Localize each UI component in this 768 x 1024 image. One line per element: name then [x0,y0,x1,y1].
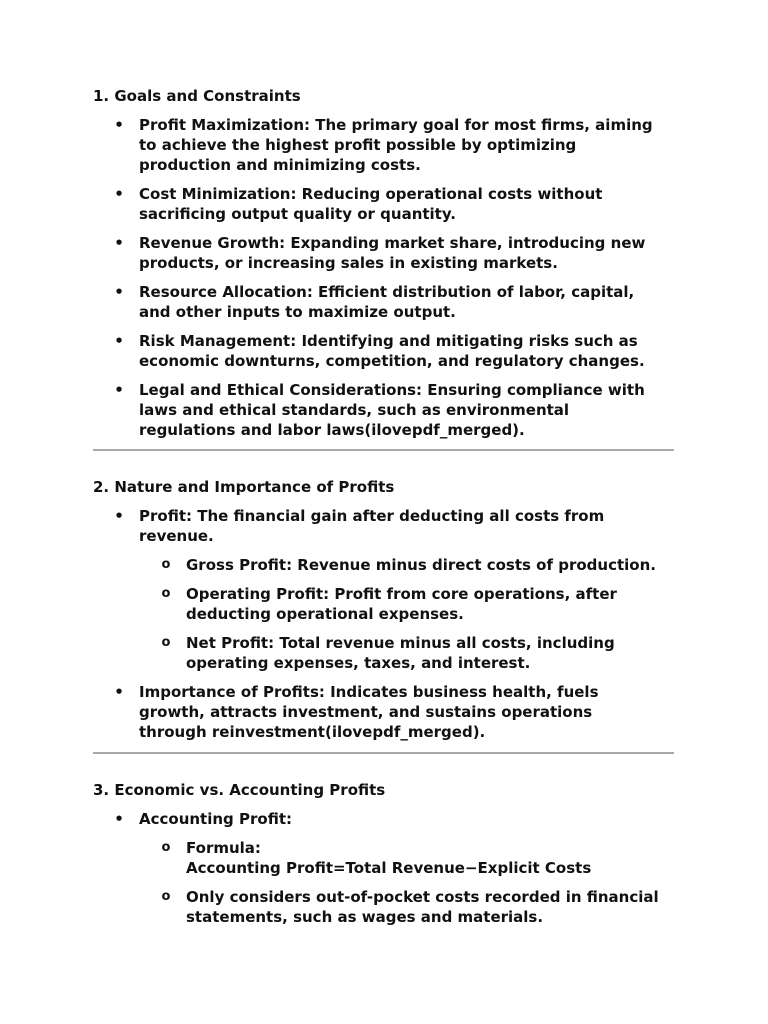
text-line: Resource Allocation: Efficient distribution of labor, capital, [139,283,635,301]
bullet-icon: • [114,283,124,301]
text-line: Net Profit: Total revenue minus all costs, including [186,634,615,652]
list-item [0,809,679,927]
text-line: Cost Minimization: Reducing operational costs without [139,185,603,203]
text-line: regulations and labor laws(ilovepdf_merged). [139,421,525,439]
sub-list-item [0,584,681,624]
text-line: laws and ethical standards, such as environmental [139,401,570,419]
profits-list [0,506,679,751]
circle-bullet-icon: o [161,586,171,601]
bullet-icon: • [114,234,124,252]
economic-accounting-list [0,809,679,936]
circle-bullet-icon: o [161,557,171,572]
list-item [0,682,679,742]
section-divider [93,752,674,754]
bullet-icon: • [114,507,124,525]
section-heading-profits: 2. Nature and Importance of Profits [93,478,395,496]
circle-bullet-icon: o [161,840,171,855]
text-line: through reinvestment(ilovepdf_merged). [139,723,486,741]
list-item [0,331,679,371]
text-line: revenue. [139,527,214,545]
text-line: products, or increasing sales in existing markets. [139,254,558,272]
circle-bullet-icon: o [161,635,171,650]
section-heading-economic-vs-accounting: 3. Economic vs. Accounting Profits [93,781,386,799]
text-line: Profit Maximization: The primary goal for most firms, aiming [139,116,653,134]
text-line: deducting operational expenses. [186,605,464,623]
text-line: operating expenses, taxes, and interest. [186,654,531,672]
list-item [0,282,679,322]
formula-line: Accounting Profit=Total Revenue−Explicit Costs [186,859,592,877]
text-line: economic downturns, competition, and regulatory changes. [139,352,645,370]
text-line: Only considers out-of-pocket costs recorded in financial [186,888,659,906]
text-line: production and minimizing costs. [139,156,421,174]
text-line: Accounting Profit: [139,810,292,828]
bullet-icon: • [114,332,124,350]
text-line: Profit: The financial gain after deducting all costs from [139,507,605,525]
text-line: to achieve the highest profit possible by optimizing [139,136,577,154]
sub-list-item [0,838,681,878]
text-line: Legal and Ethical Considerations: Ensuring compliance with [139,381,645,399]
sub-list [139,555,679,673]
text-line: statements, such as wages and materials. [186,908,544,926]
text-line: Operating Profit: Profit from core operations, after [186,585,617,603]
bullet-icon: • [114,381,124,399]
bullet-icon: • [114,683,124,701]
list-item [0,184,679,224]
list-item [0,233,679,273]
text-line: and other inputs to maximize output. [139,303,456,321]
text-line: Importance of Profits: Indicates business health, fuels [139,683,599,701]
list-item [0,115,679,175]
sub-list-item [0,887,681,927]
bullet-icon: • [114,116,124,134]
list-item [0,506,679,673]
list-item [0,380,679,440]
text-line: Risk Management: Identifying and mitigating risks such as [139,332,638,350]
bullet-icon: • [114,810,124,828]
circle-bullet-icon: o [161,889,171,904]
text-line: sacrificing output quality or quantity. [139,205,456,223]
sub-list-item [0,633,681,673]
text-line: growth, attracts investment, and sustains operations [139,703,593,721]
text-line: Formula: [186,839,261,857]
section-divider [93,449,674,451]
goals-list [0,115,679,449]
section-heading-goals: 1. Goals and Constraints [93,87,301,105]
sub-list-item [0,555,681,575]
text-line: Revenue Growth: Expanding market share, introducing new [139,234,646,252]
text-line: Gross Profit: Revenue minus direct costs of production. [186,556,656,574]
sub-list [139,838,679,927]
bullet-icon: • [114,185,124,203]
